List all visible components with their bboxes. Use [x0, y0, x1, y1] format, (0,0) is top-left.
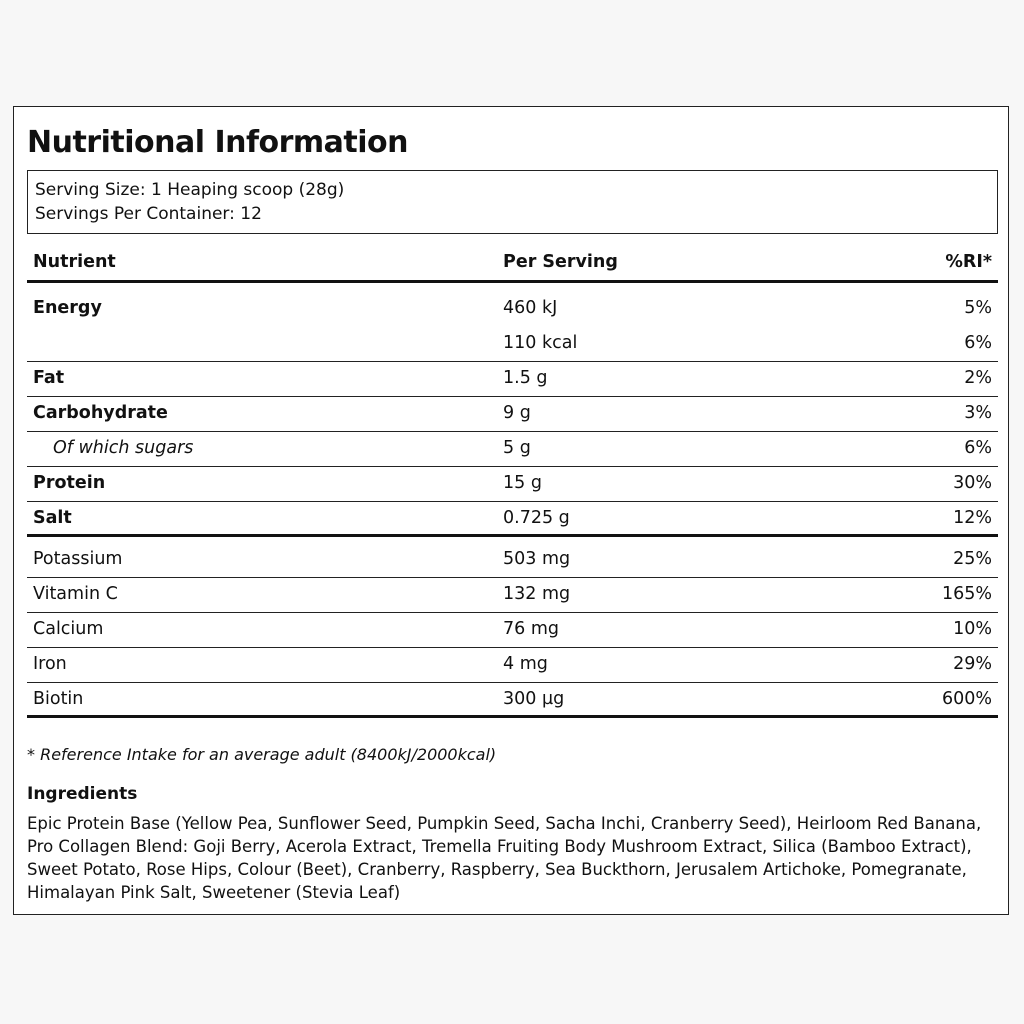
nutrient-amount: 460 kJ	[503, 298, 558, 318]
nutrition-panel	[13, 106, 1009, 915]
serving-size: Serving Size: 1 Heaping scoop (28g)	[35, 180, 345, 200]
nutrition-table	[27, 247, 998, 718]
nutrient-name: Fat	[33, 368, 65, 388]
nutrient-amount: 76 mg	[503, 619, 559, 639]
nutrient-ri: 2%	[964, 368, 992, 388]
nutrient-amount: 110 kcal	[503, 333, 578, 353]
table-row-iron	[27, 648, 998, 683]
table-row-fat	[27, 362, 998, 397]
ingredients-heading: Ingredients	[27, 784, 138, 804]
table-row-protein	[27, 467, 998, 502]
reference-intake-footnote: * Reference Intake for an average adult (8400kJ/2000kcal)	[27, 745, 497, 764]
table-row-potassium	[27, 543, 998, 578]
header-nutrient: Nutrient	[33, 252, 116, 272]
table-row-carbohydrate	[27, 397, 998, 432]
header-ri: %RI*	[945, 252, 992, 272]
nutrient-name: Carbohydrate	[33, 403, 168, 423]
table-row-calcium	[27, 613, 998, 648]
nutrient-name: Vitamin C	[33, 584, 118, 604]
nutrient-ri: 600%	[941, 689, 992, 709]
nutrient-ri: 6%	[964, 333, 992, 353]
nutrient-amount: 0.725 g	[503, 508, 570, 528]
serving-info-box	[27, 170, 998, 234]
nutrient-amount: 1.5 g	[503, 368, 548, 388]
servings-per-container: Servings Per Container: 12	[35, 204, 262, 224]
table-row-vitamin-c	[27, 578, 998, 613]
table-row-energy-kj	[27, 292, 998, 327]
nutrient-name: Calcium	[33, 619, 104, 639]
ingredients-list: Epic Protein Base (Yellow Pea, Sunflower Seed, Pumpkin Seed, Sacha Inchi, Cranberry Seed), Heirloom Red Banana, Pro Collagen Blend: Goji Berry, Acerola Extract, Tremella Fruiting Body Mushroom Extract, Silica (Bamboo Extract), Sweet Potato, Rose Hips, Colour (Beet), Cranberry, Raspberry, Sea Buckthorn, Jerusalem Artichoke, Pomegranate, Himalayan Pink Salt, Sweetener (Stevia Leaf)	[27, 814, 982, 902]
nutrient-amount: 15 g	[503, 473, 542, 493]
nutrient-amount: 300 µg	[503, 689, 565, 709]
nutrient-amount: 5 g	[503, 438, 531, 458]
nutrient-amount: 503 mg	[503, 549, 571, 569]
nutrient-ri: 25%	[953, 549, 992, 569]
nutrient-ri: 30%	[953, 473, 992, 493]
nutrient-ri: 6%	[964, 438, 992, 458]
panel-title: Nutritional Information	[27, 125, 409, 160]
nutrient-amount: 9 g	[503, 403, 531, 423]
nutrient-name: Energy	[33, 298, 102, 318]
nutrient-name: Protein	[33, 473, 106, 493]
table-row-sugars	[27, 432, 998, 467]
header-per-serving: Per Serving	[503, 252, 618, 272]
table-row-energy-kcal	[27, 327, 998, 362]
nutrient-name: Of which sugars	[53, 438, 194, 458]
nutrient-amount: 4 mg	[503, 654, 548, 674]
table-header-row	[27, 247, 998, 283]
nutrient-ri: 165%	[941, 584, 992, 604]
nutrient-amount: 132 mg	[503, 584, 571, 604]
nutrient-name: Biotin	[33, 689, 84, 709]
table-row-salt	[27, 502, 998, 537]
nutrient-name: Potassium	[33, 549, 123, 569]
nutrient-ri: 5%	[964, 298, 992, 318]
nutrient-ri: 29%	[953, 654, 992, 674]
table-row-biotin	[27, 683, 998, 718]
nutrient-ri: 12%	[953, 508, 992, 528]
nutrient-ri: 10%	[953, 619, 992, 639]
nutrient-name: Salt	[33, 508, 72, 528]
nutrient-name: Iron	[33, 654, 67, 674]
nutrient-ri: 3%	[964, 403, 992, 423]
